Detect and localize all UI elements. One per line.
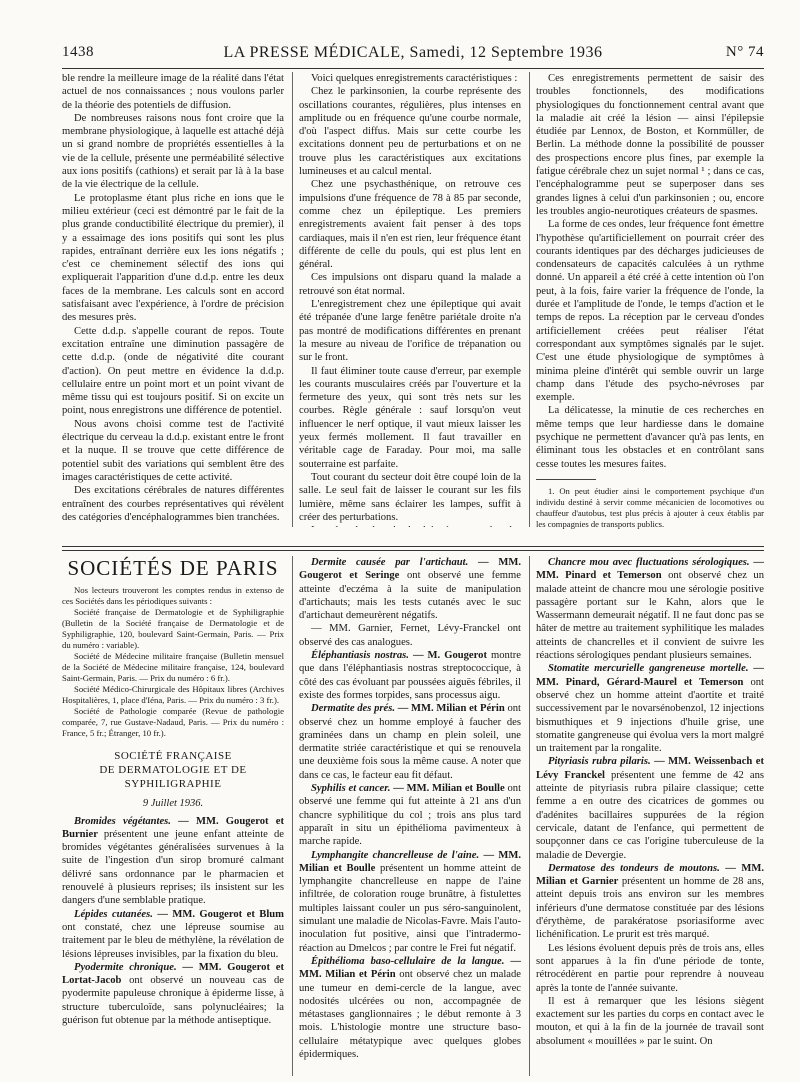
- page-header: [62, 40, 764, 66]
- report-title: Lymphangite chancrelleuse de l'aine.: [311, 849, 484, 861]
- column-divider: [292, 556, 293, 1076]
- top-column-1: [62, 72, 284, 522]
- column-divider: [529, 72, 530, 527]
- paragraph: La délicatesse, la minutie de ces recherches en même temps que leur hardiesse dans le domaine psychique ne permettent d'avancer qu'à pas lents, en éliminant tous les obstacles et en contrôlant sans cesse toutes les mesures faites.: [536, 405, 764, 470]
- report-title: Bromides végétantes.: [74, 815, 179, 827]
- paragraph: ble rendre la meilleure image de la réalité dans l'état actuel de nos connaissances ; nous voulons parler de la théorie des potentiels de diffusion.: [62, 73, 284, 111]
- report-text: Les lésions évoluent depuis près de trois ans, elles sont apparues à la fin d'une période de tonte, rétrocédèrent en partie pour reprendre à nouveau après la tonte de l'année suivante.: [536, 942, 764, 994]
- report-authors: — MM. Gougerot et Lortat-Jacob: [62, 961, 284, 987]
- paragraph: L'enregistrement chez une épileptique qui avait été trépanée d'une large fenêtre pariétale droite n'a pas montré de modifications différentes en prenant la mesure au niveau de l'orifice de trépanation ou sur le front.: [299, 299, 521, 364]
- report-authors: — MM. Gougerot et Blum: [157, 908, 284, 920]
- paragraph: Voici quelques enregistrements caractéristiques :: [311, 73, 518, 84]
- paragraph: Il faut éliminer toute cause d'erreur, par exemple les courants musculaires créés par l'ouverture et la fermeture des yeux, qui sont très nets sur les courbes. Règle générale : sauf lorsqu'on veut influencer le nerf optique, il vaut mieux laisser les yeux fermés mollement. Il faut travailler en véritable cage de Faraday. Pour moi, ma salle souterraine est parfaite.: [299, 365, 521, 470]
- top-column-2: [299, 72, 521, 527]
- page-number: 1438: [62, 44, 94, 60]
- bottom-column-1: [62, 556, 284, 1076]
- paragraph: Ces enregistrements permettent de saisir des troubles fonctionnels, des modifications physiologiques du fonctionnement central avant que la maladie ait créé la lésion — ainsi l'épilepsie étudiée par Lennox, de Boston, et Kornmüller, de Berlin. La méthode donne la possibilité de pousser des prospections encore plus fines, par exemple la fatigue cérébrale chez un sujet normal ¹ ; dans ce cas, l'encéphalogramme peut se superposer dans ses grandes lignes à celui d'un parkinsonien ; ou, encore les troubles angio-neurotiques créateurs de spasmes.: [536, 73, 764, 217]
- report-title: Stomatite mercurielle gangreneuse mortelle.: [548, 663, 754, 675]
- bottom-column-2: [299, 556, 521, 1076]
- paragraph: De nombreuses raisons nous font croire que la membrane physiologique, à laquelle est attaché déjà un si grand nombre de propriétés essentielles à la vie de la cellule, présente une perméabilité sélective aux ions positifs (cathions) et serait par là à la base de la vie électrique de la cellule.: [62, 112, 284, 191]
- report-text: ont constaté, chez une lépreuse soumise au traitement par le bleu de méthylène, la révélation de lésions lépreuses invisibles, par la fixation du bleu.: [62, 921, 284, 960]
- report-entry: [536, 755, 764, 861]
- issue-number: N° 74: [725, 44, 764, 60]
- report-text: présentent un homme atteint de lymphangite chancrelleuse en nappe de l'aine infiltrée, de coloration rouge brunâtre, à fistulettes multiples laissant couler un pus séro-sanguinolent, simulant une maladie de Nicolas-Favre. Mais l'auto-inoculation fut positive, ainsi que l'intradermo-réaction au Dmelcos ; par contre le Frei fut négatif.: [299, 862, 521, 954]
- report-text: ont observé chez un homme employé à faucher des graminées dans un champ en plein soleil, une dermatite striée caractéristique et qui se renouvela une deuxième fois sous la même cause. A noter que dans ce cas, le facteur eau fit défaut.: [299, 703, 521, 781]
- report-text: ont observé une femme qui fut atteinte à 21 ans d'un chancre syphilitique du col ; trois ans plus tard apparaît in situ un épithélioma pavimenteux à marche rapide.: [299, 783, 521, 848]
- report-text: présentent un homme de 28 ans, atteint depuis trois ans environ sur les membres inférieurs d'une dermatose constituée par des lésions d'érythème, de parakératose psoriasiforme avec lichénification. Le prurit est très marqué.: [536, 876, 764, 941]
- report-authors: — MM. Milian et Boulle: [393, 783, 508, 795]
- header-rule: [62, 68, 764, 69]
- report-title: Syphilis et cancer.: [311, 783, 394, 795]
- paragraph: Nous avons choisi comme test de l'activité électrique du cerveau la d.d.p. existant entre le front et la nuque. Il se trouve que cette différence de potentiel subit des variations qui semblent être des images caractéristiques de cette activité.: [62, 418, 284, 483]
- periodical-entry: Société française de Dermatologie et de Syphiligraphie (Bulletin de la Société française de Dermatologie et de Syphiligraphie, 120, boulevard Saint-Germain, Paris. — Prix du numéro : variable).: [62, 607, 284, 651]
- paragraph: Chez une psychasthénique, on retrouve ces impulsions d'une fréquence de 78 à 85 par seconde, comme chez un épileptique. Les premiers enregistrements avaient fait penser à des tops cardiaques, mais il n'en est rien, leur fréquence étant différente de celle du pouls, qui est plus lent en général.: [299, 179, 521, 271]
- society-date: 9 Juillet 1936.: [142, 798, 204, 810]
- journal-title: LA PRESSE MÉDICALE, Samedi, 12 Septembre 1936: [223, 44, 603, 61]
- periodicals-list: [62, 607, 284, 739]
- periodical-entry: Société de Médecine militaire française (Bulletin mensuel de la Société de Médecine militaire française, 124, boulevard Saint-Germain, Paris. — Prix du numéro : 6 fr.).: [62, 651, 284, 684]
- report-entry: [299, 702, 521, 782]
- report-title: Chancre mou avec fluctuations sérologiques.: [548, 557, 754, 568]
- report-authors: — MM. Milian et Périn: [397, 703, 508, 715]
- report-authors: — M. Gougerot: [412, 650, 491, 662]
- report-title: Dermatose des tondeurs de moutons.: [548, 862, 726, 874]
- report-entry: [536, 556, 764, 662]
- report-entry: [536, 862, 764, 942]
- paragraph: La forme de ces ondes, leur fréquence font émettre l'hypothèse qu'artificiellement on pourrait créer des courants identiques par des décharges judicieuses de condensateurs de capacités calculées à un rythme donné. Un appareil a été créé à cette intention où l'on peut, à la fois, faire varier la fréquence de l'onde, la durée et l'amplitude de l'onde, le temps d'action et le temps de repos. La réception par le cerveau d'ondes artificiellement créées peut réaliser l'état correspondant aux symptômes signalés par le sujet. C'est une étude physiologique de symptômes à minima pleine d'intérêt qui semble ouvrir un large champ dans l'étude des psycho-névroses par exemple.: [536, 219, 764, 404]
- report-authors: — MM. Milian et Périn: [299, 955, 521, 981]
- report-entry: [62, 908, 284, 961]
- paragraph: Chez le parkinsonien, la courbe représente des oscillations courantes, régulières, plus intenses en amplitude ou en fréquence qu'une courbe normale, d'où l'aspect diffus. Mais sur cette courbe les excitations donnent peu de perturbations et on ne trouve plus les caractéristiques aux excitations lumineuses et au calcul mental.: [299, 86, 521, 178]
- report-authors: — MM. Gougerot et Seringe: [299, 557, 521, 582]
- column-divider: [292, 72, 293, 527]
- report-authors: — MM. Weissenbach et Lévy Franckel: [536, 756, 764, 781]
- paragraph: [299, 524, 521, 527]
- paragraph: Ces impulsions ont disparu quand la malade a retrouvé son état normal.: [299, 272, 521, 297]
- report-authors: — MM. Gougerot et Burnier: [62, 815, 284, 840]
- report-authors: — MM. Milian et Garnier: [536, 862, 764, 888]
- paragraph: Le protoplasme étant plus riche en ions que le milieu extérieur (ceci est démontré par le fait de la plus grande conductibilité électrique du premier), il y a essaimage des ions positifs qui sont les plus rapides, entraînant derrière eux les ions négatifs ; c'est ce cheminement sélectif des ions qui expliquerait l'apparition d'une d.d.p. entre les deux faces de la membrane. Les calculs sont en accord satisfaisant avec l'expérience, à l'ordre de précision des mesures près.: [62, 192, 284, 324]
- report-text: montre que dans l'éléphantiasis nostras streptococcique, à côté des cas évoluant par poussées aiguës fébriles, il existe des formes torpides, sans processus aigu.: [299, 650, 521, 701]
- report-title: Dermatite des prés.: [311, 703, 398, 715]
- report-authors: — MM. Pinard, Gérard-Maurel et Temerson: [536, 663, 764, 688]
- report-text: Il est à remarquer que les lésions siègent exactement sur les parties du corps en contact avec le mouton, et qui à la fin de la journée de travail sont absolument « mouillées » par le suint. On: [536, 995, 764, 1047]
- report-authors: — MM. Milian et Boulle: [299, 849, 521, 874]
- report-entry: [299, 849, 521, 955]
- report-title: Éléphantiasis nostras.: [311, 650, 413, 662]
- report-entry: [299, 649, 521, 702]
- report-entry: [62, 815, 284, 908]
- section-title: SOCIÉTÉS DE PARIS: [67, 556, 279, 580]
- report-entry: [299, 955, 521, 1061]
- report-entry: [536, 942, 764, 995]
- intro-text: Nos lecteurs trouveront les comptes rendus in extenso de ces Sociétés dans les périodiques suivants :: [62, 585, 284, 607]
- report-title: Pyodermite chronique.: [74, 961, 183, 973]
- paragraph: Tout courant du secteur doit être coupé loin de la salle. Le seul fait de laisser le courant sur les fils lumière, même sans éclairer les lampes, suffit à créer des perturbations.: [299, 471, 521, 523]
- bottom-column-3: [536, 556, 764, 1076]
- report-entry: [536, 662, 764, 755]
- paragraph: Cette d.d.p. s'appelle courant de repos. Toute excitation entraîne une diminution passagère de cette d.d.p. (onde de négativité dite courant d'action). On peut mettre en évidence la d.d.p. cellulaire entre un point mort et un point vivant de même tissu qui est toujours positif. Si on excite un point, nous enregistrons une différence de potentiel.: [62, 325, 284, 417]
- report-title: Épithélioma baso-cellulaire de la langue.: [311, 955, 511, 967]
- report-entry: [299, 556, 521, 622]
- report-text: ont observé une femme atteinte d'eczéma à la suite de manipulation d'artichauts; mais les tests cutanés avec le suc d'artichaut demeurèrent négatifs.: [299, 570, 521, 622]
- report-text: présentent une jeune enfant atteinte de bromides végétantes généralisées survenues à la suite de l'ingestion d'un sirop bromuré calmant délivré sans ordonnance par le pharmacien et renouvelé à plusieurs reprises; ils insistent sur les dangers d'une semblable pratique.: [62, 828, 284, 907]
- report-text: ont observé chez un homme atteint d'aortite et traité successivement par le novarsénobenzol, 12 injections bismuthiques et 9 injections d'huile grise, une stomatite gangreneuse qui évolua vers la mort malgré un traitement par la rongalite.: [536, 676, 764, 755]
- report-title: Dermite causée par l'artichaut.: [311, 557, 478, 568]
- footnote-rule: [536, 479, 596, 480]
- report-text: ont observé chez un malade une tumeur en demi-cercle de la langue, avec nodosités ulcérées ou non, accompagnée de métastases ganglionnaires ; le début remonte à 3 mois. L'histologie montre une structure baso-cellulaire métatypique avec quelques globes épidermiques.: [299, 969, 521, 1060]
- report-entry: [536, 995, 764, 1048]
- periodical-entry: Société de Pathologie comparée (Revue de pathologie comparée, 7, rue Gustave-Nadaud, Paris. — Prix du numéro : France, 5 fr.; Étranger, 10 fr.).: [62, 706, 284, 739]
- report-extra: — MM. Garnier, Fernet, Lévy-Franckel ont observé des cas analogues.: [299, 623, 521, 648]
- report-text: ont observé un nouveau cas de pyodermite papuleuse chronique à épiderme lisse, à structure tuberculoïde, sans polynucléaires; la guérison fut obtenue par la méthode antiseptique.: [62, 975, 284, 1027]
- report-text: ont observé chez un malade atteint de chancre mou une sérologie positive passagère portant sur le Kahn, alors que le Wassermann demeurait négatif. Il ne faut donc pas se hâter de mettre au traitement syphilitique les malades atteints de chancrelles et il convient de suivre les réactions sérologiques pendant plusieurs semaines.: [536, 570, 764, 662]
- top-column-3: [536, 72, 764, 542]
- report-entry: [299, 782, 521, 848]
- report-authors: — MM. Pinard et Temerson: [536, 557, 764, 582]
- paragraph: Des excitations cérébrales de natures différentes entraînent des courbes représentatives qui révèlent des catégories d'encéphalogrammes bien tranchées.: [62, 485, 284, 522]
- report-title: Lépides cutanées.: [74, 908, 158, 920]
- society-heading: SOCIÉTÉ FRANÇAISE DE DERMATOLOGIE ET DE SYPHILIGRAPHIE: [99, 750, 247, 791]
- section-divider: [62, 546, 764, 551]
- periodical-entry: Société Médico-Chirurgicale des Hôpitaux libres (Archives Hospitalières, 1, place d'Iéna, Paris. — Prix du numéro : 3 fr.).: [62, 684, 284, 706]
- footnote: 1. On peut étudier ainsi le comportement psychique d'un individu destiné à servir comme mécanicien de locomotives ou chauffeur d'autobus, test plus précis à ajouter à ceux établis par les compagnies de transports publics.: [536, 485, 764, 529]
- column-divider: [529, 556, 530, 1076]
- report-title: Pityriasis rubra pilaris.: [548, 756, 655, 768]
- report-text: présentent une femme de 42 ans atteinte de pityriasis rubra pilaire classique; cette femme a en outre des cicatrices de gommes ou d'adénites bacillaires suppurées de la région cervicale, datant de l'enfance, qui permettent de soupçonner dans ce cas l'origine tuberculeuse de la maladie de Devergie.: [536, 769, 764, 861]
- report-entry: [62, 961, 284, 1027]
